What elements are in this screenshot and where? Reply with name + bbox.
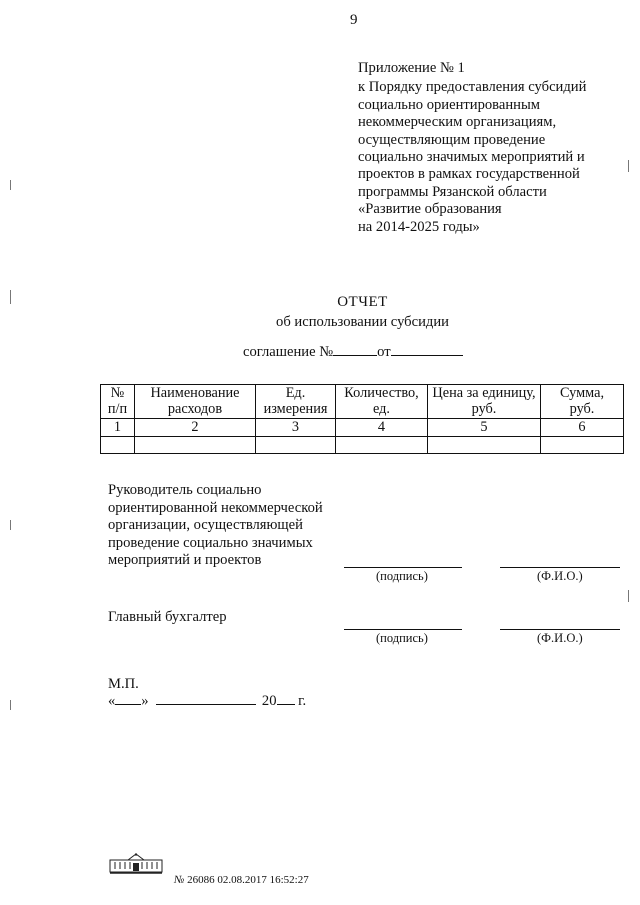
head-signature-line	[344, 567, 462, 568]
date-close-quote: »	[141, 693, 149, 709]
header-cell: Количество, ед.	[336, 385, 428, 419]
doc-number-marker: №	[174, 874, 185, 886]
date-line	[108, 692, 306, 710]
head-title-line: Руководитель социально	[108, 482, 262, 498]
agreement-date-blank	[391, 342, 463, 356]
table-cell: 1	[101, 419, 135, 437]
appendix-line: социально значимых мероприятий и	[358, 149, 585, 166]
expenses-table	[100, 384, 624, 454]
head-name-line	[500, 567, 620, 568]
head-name-caption: (Ф.И.О.)	[537, 569, 583, 583]
scan-artifact	[10, 180, 11, 190]
appendix-line: на 2014-2025 годы»	[358, 218, 480, 235]
table-cell: 6	[541, 419, 624, 437]
report-title: ОТЧЕТ	[337, 294, 388, 310]
appendix-line: к Порядку предоставления субсидий	[358, 79, 587, 96]
table-cell	[135, 437, 256, 454]
head-title-line: мероприятий и проектов	[108, 552, 262, 568]
appendix-line: некоммерческим организациям,	[358, 114, 557, 131]
day-blank	[115, 692, 141, 705]
table-row	[101, 419, 624, 437]
table-cell	[336, 437, 428, 454]
header-cell: Сумма, руб.	[541, 385, 624, 419]
year-suffix: г.	[298, 693, 307, 709]
head-signature-caption: (подпись)	[376, 569, 428, 583]
appendix-line: проектов в рамках государственной	[358, 166, 580, 183]
agreement-line	[243, 342, 463, 361]
accountant-signature-line	[344, 629, 462, 630]
accountant-title: Главный бухгалтер	[108, 609, 227, 625]
page-number: 9	[350, 12, 358, 28]
doc-number-date: 26086 02.08.2017 16:52:27	[187, 874, 309, 886]
table-cell	[101, 437, 135, 454]
header-cell: Ед. измерения	[256, 385, 336, 419]
table-cell	[428, 437, 541, 454]
table-row	[101, 437, 624, 454]
accountant-signature-caption: (подпись)	[376, 631, 428, 645]
year-prefix: 20	[261, 693, 277, 709]
head-title-block	[108, 482, 323, 570]
agreement-from-label: от	[377, 344, 391, 360]
scan-artifact	[628, 590, 629, 602]
header-cell: Цена за единицу, руб.	[428, 385, 541, 419]
table-cell: 2	[135, 419, 256, 437]
appendix-line: социально ориентированным	[358, 96, 541, 113]
head-title-line: проведение социально значимых	[108, 534, 313, 551]
table-cell	[541, 437, 624, 454]
scan-artifact	[10, 700, 11, 710]
scan-artifact	[628, 160, 629, 172]
document-registration-info	[174, 874, 309, 886]
appendix-block	[358, 60, 628, 236]
scan-artifact	[10, 520, 11, 530]
appendix-title: Приложение № 1	[358, 60, 465, 76]
appendix-line: программы Рязанской области	[358, 183, 547, 200]
report-subtitle: об использовании субсидии	[276, 314, 449, 330]
agreement-number-blank	[333, 342, 377, 356]
header-cell: Наименование расходов	[135, 385, 256, 419]
building-logo-icon	[108, 852, 164, 874]
table-cell	[256, 437, 336, 454]
year-blank	[277, 692, 295, 705]
accountant-name-caption: (Ф.И.О.)	[537, 631, 583, 645]
scan-artifact	[10, 290, 11, 304]
table-header-row	[101, 385, 624, 419]
head-title-line: организации, осуществляющей	[108, 517, 303, 533]
head-title-line: ориентированной некоммерческой	[108, 499, 323, 516]
agreement-label: соглашение №	[243, 344, 334, 360]
table-cell: 3	[256, 419, 336, 437]
appendix-line: «Развитие образования	[358, 201, 502, 218]
stamp-label: М.П.	[108, 676, 139, 692]
header-cell: № п/п	[101, 385, 135, 419]
table-cell: 5	[428, 419, 541, 437]
accountant-name-line	[500, 629, 620, 630]
appendix-line: осуществляющим проведение	[358, 131, 546, 148]
table-cell: 4	[336, 419, 428, 437]
date-open-quote: «	[108, 693, 116, 709]
month-blank	[156, 692, 256, 705]
